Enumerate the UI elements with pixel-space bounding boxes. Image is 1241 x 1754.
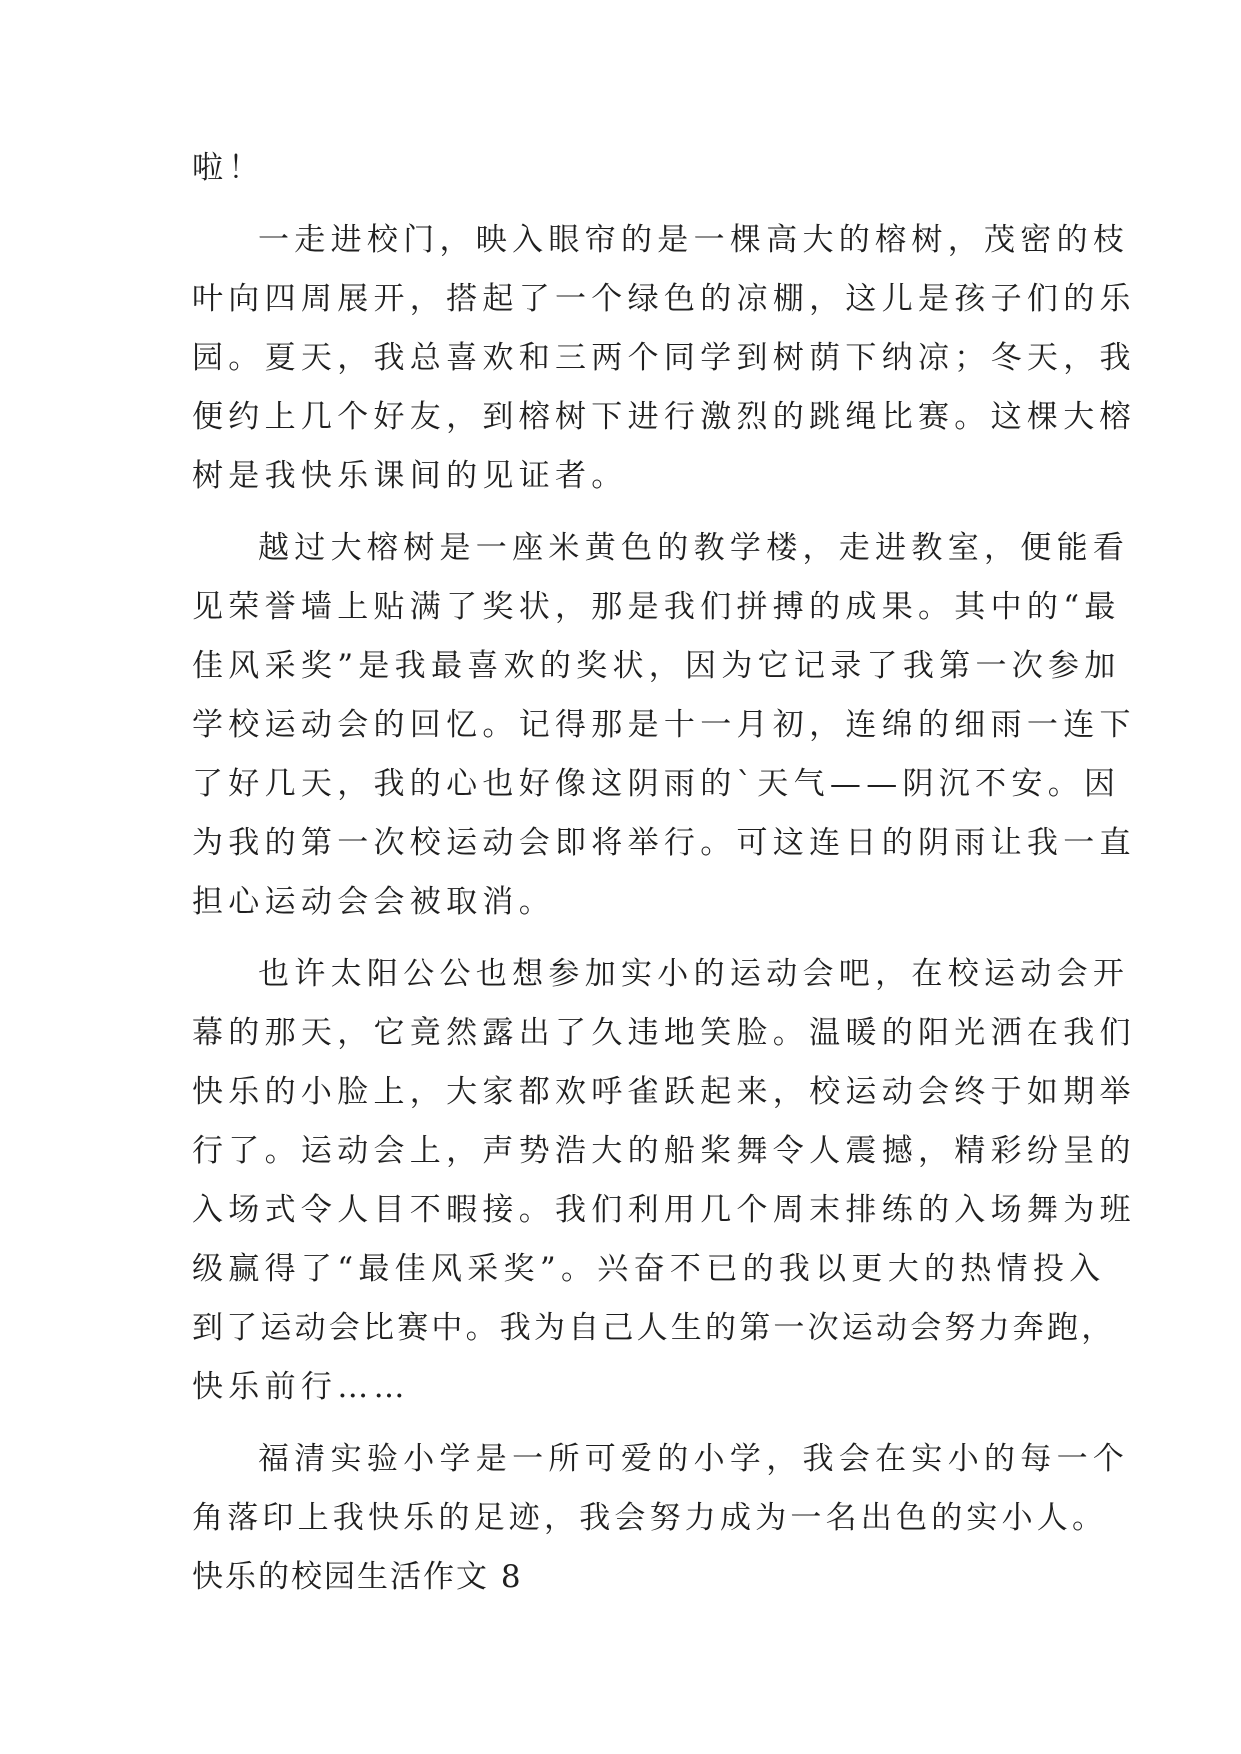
text-line: 入场式令人目不暇接。我们利用几个周末排练的入场舞为班: [192, 1192, 1136, 1228]
text-line: 树是我快乐课间的见证者。: [192, 458, 628, 494]
text-line: 啦！: [192, 150, 265, 186]
text-line: 行了。运动会上，声势浩大的船桨舞令人震撼，精彩纷呈的: [192, 1133, 1136, 1169]
text-line: 了好几天，我的心也好像这阴雨的`天气——阴沉不安。因: [192, 766, 1121, 802]
text-line: 快乐的小脸上，大家都欢呼雀跃起来，校运动会终于如期举: [192, 1074, 1136, 1110]
text-line: 学校运动会的回忆。记得那是十一月初，连绵的细雨一连下: [192, 707, 1136, 743]
section-heading: 快乐的校园生活作文 8: [192, 1559, 523, 1595]
paragraph-first-line: 福清实验小学是一所可爱的小学，我会在实小的每一个: [258, 1441, 1130, 1477]
text-line: 快乐前行……: [192, 1369, 410, 1405]
text-line: 幕的那天，它竟然露出了久违地笑脸。温暖的阳光洒在我们: [192, 1015, 1136, 1051]
text-line: 佳风采奖”是我最喜欢的奖状，因为它记录了我第一次参加: [192, 648, 1121, 684]
text-line: 角落印上我快乐的足迹，我会努力成为一名出色的实小人。: [192, 1500, 1108, 1536]
paragraph-first-line: 越过大榕树是一座米黄色的教学楼，走进教室，便能看: [258, 530, 1130, 566]
text-line: 见荣誉墙上贴满了奖状，那是我们拼搏的成果。其中的“最: [192, 589, 1121, 625]
paragraph-first-line: 也许太阳公公也想参加实小的运动会吧，在校运动会开: [258, 956, 1130, 992]
text-line: 级赢得了“最佳风采奖”。兴奋不已的我以更大的热情投入: [192, 1251, 1106, 1287]
paragraph-first-line: 一走进校门，映入眼帘的是一棵高大的榕树，茂密的枝: [258, 222, 1130, 258]
text-line: 便约上几个好友，到榕树下进行激烈的跳绳比赛。这棵大榕: [192, 399, 1136, 435]
text-line: 到了运动会比赛中。我为自己人生的第一次运动会努力奔跑，: [192, 1310, 1116, 1346]
text-line: 为我的第一次校运动会即将举行。可这连日的阴雨让我一直: [192, 825, 1136, 861]
text-line: 叶向四周展开，搭起了一个绿色的凉棚，这儿是孩子们的乐: [192, 281, 1136, 317]
text-line: 园。夏天，我总喜欢和三两个同学到树荫下纳凉；冬天，我: [192, 340, 1136, 376]
text-line: 担心运动会会被取消。: [192, 884, 555, 920]
